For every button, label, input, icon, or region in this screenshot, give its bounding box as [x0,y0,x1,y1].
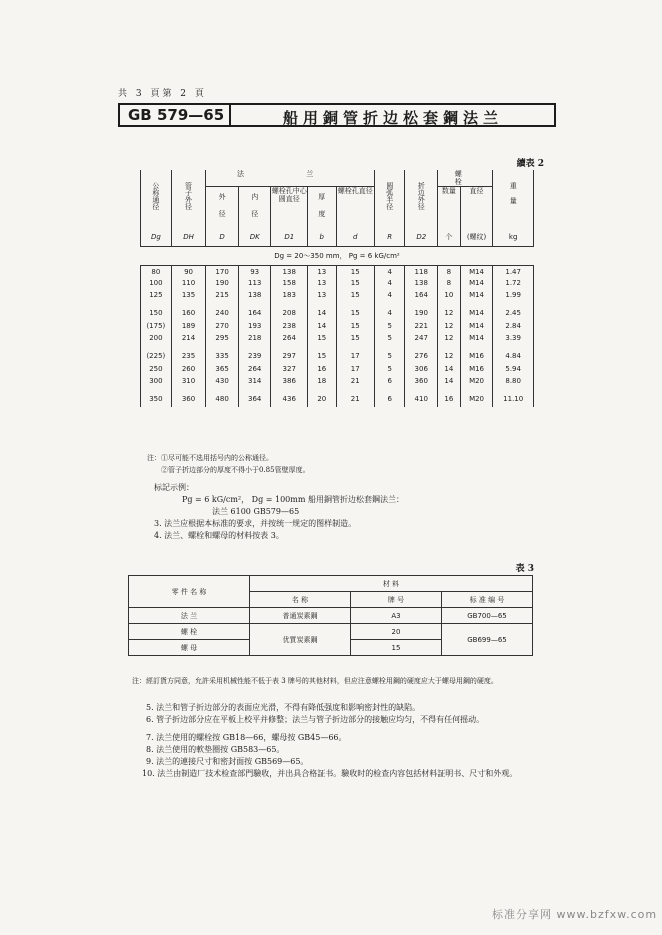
table-cell: 14 [438,375,461,387]
material-table [128,575,533,656]
table-cell: 5 [374,344,405,364]
table-cell: M14 [460,301,493,321]
table2-body [141,266,534,407]
table-cell: 17 [336,364,374,376]
sym-thread: (螺纹) [460,233,493,247]
table-cell: 110 [171,278,206,290]
watermark: 标准分享网 www.bzfxw.com [492,908,658,921]
col-b [307,187,336,233]
t3-part-header: 零 件 名 称 [129,576,250,608]
table-cell: 80 [141,266,172,278]
table-cell: 12 [438,301,461,321]
banner-divider [229,105,231,125]
table-cell: 20 [307,387,336,407]
table-cell: 17 [336,344,374,364]
table-cell: 11.10 [493,387,534,407]
col-d1: 螺栓孔中心圆直径 [271,187,308,233]
col-d-label: 外径 [218,193,227,228]
table-cell: 10 [438,289,461,301]
table3-label: 表 3 [515,564,534,574]
table-cell: 13 [307,266,336,278]
example-block [120,482,540,542]
table-cell: 135 [171,289,206,301]
table-cell: 221 [405,321,438,333]
table-cell: M14 [460,332,493,344]
table-cell: 214 [171,332,206,344]
table-cell: 183 [271,289,308,301]
sym-d1: D1 [271,233,308,247]
t3-grade-nut: 15 [351,640,442,656]
t3-std-flange: GB700—65 [442,608,533,624]
col-weight-label: 重量 [509,182,518,212]
table-cell: 3.39 [493,332,534,344]
table-cell: 1.47 [493,266,534,278]
table-cell: 306 [405,364,438,376]
table-cell: 14 [438,364,461,376]
table2-notes [147,452,310,476]
table-cell: 364 [238,387,271,407]
sym-dk: DK [238,233,271,247]
bolt-group: 螺 栓 [438,170,493,187]
table-cell: 270 [206,321,239,333]
table-cell: 238 [271,321,308,333]
table-cell: 480 [206,387,239,407]
table-cell: 360 [405,375,438,387]
table-cell: 125 [141,289,172,301]
table-cell: 118 [405,266,438,278]
example-line-1: Pg = 6 kG/cm²， Dg = 100mm 船用銅管折边松套鋼法兰： [182,495,404,504]
item-5: 5. 法兰和管子折边部分的表面应光滑，不得有降低强度和影响密封性的缺陷。 [146,703,421,712]
table-cell: 4 [374,301,405,321]
col-r-label: 圆弧半径 [385,182,394,210]
table-cell: 5 [374,321,405,333]
t3-part-nut: 螺 母 [129,640,250,656]
table-cell: 12 [438,344,461,364]
col-dh-label: 管子外径 [184,182,193,210]
table-cell: 6 [374,375,405,387]
table-cell: 2.45 [493,301,534,321]
sym-r: R [374,233,405,247]
table-cell: 2.84 [493,321,534,333]
table-cell: 300 [141,375,172,387]
item-8: 8. 法兰使用的軟垫圈按 GB583—65。 [146,745,285,754]
item-6: 6. 管子折边部分应在平板上校平并修整；法兰与管子折边部分的接触应均匀，不得有任何摇动。 [146,715,485,724]
table-cell: 160 [171,301,206,321]
t3-grade-flange: A3 [351,608,442,624]
table-cell: 1.72 [493,278,534,290]
col-dia: 直径 [460,187,493,233]
table-cell: 14 [307,321,336,333]
table-cell: 100 [141,278,172,290]
items-b [120,702,540,780]
table-row [141,332,534,344]
table-cell: 15 [336,321,374,333]
table-cell: 18 [307,375,336,387]
table-cell: 8 [438,266,461,278]
sym-dh: DH [171,233,206,247]
item-7: 7. 法兰使用的螺栓按 GB18—66，螺母按 GB45—66。 [146,733,347,742]
col-d2-label: 折边外径 [417,182,426,210]
table-cell: 12 [438,332,461,344]
table-cell: 335 [206,344,239,364]
table-cell: 15 [336,301,374,321]
table-cell: 90 [171,266,206,278]
table-cell: 170 [206,266,239,278]
table-row [141,375,534,387]
table-cell: 150 [141,301,172,321]
table-cell: M20 [460,387,493,407]
table-cell: 327 [271,364,308,376]
col-d [206,187,239,233]
table3-note: 注：經訂貨方同意，允許采用机械性能不低于表 3 牌号的其他材料，但应注意螺栓用鋼的硬度应大于螺母用鋼的硬度。 [132,677,498,685]
table-cell: 200 [141,332,172,344]
table-cell: M14 [460,289,493,301]
table-cell: 5 [374,332,405,344]
table-cell: 21 [336,387,374,407]
table-cell: 218 [238,332,271,344]
table-cell: 239 [238,344,271,364]
table-cell: 310 [171,375,206,387]
table-cell: (225) [141,344,172,364]
t3-std-bolt-nut: GB699—65 [442,624,533,656]
table-cell: 360 [171,387,206,407]
table-row [141,321,534,333]
table-cell: 215 [206,289,239,301]
table-cell: M16 [460,344,493,364]
item-9: 9. 法兰的連接尺寸和密封面按 GB569—65。 [146,757,309,766]
table-cell: 15 [336,266,374,278]
page-info: 共 3 頁第 2 頁 [118,89,207,99]
table-row [141,387,534,407]
sym-qty: 个 [438,233,461,247]
t3-name-header: 名 称 [250,592,351,608]
sym-d2: D2 [405,233,438,247]
table-cell: 15 [307,332,336,344]
table-cell: 314 [238,375,271,387]
item-4: 4. 法兰、螺栓和螺母的材料按表 3。 [154,531,284,540]
table-cell: M14 [460,266,493,278]
table-cell: 16 [438,387,461,407]
table-cell: 164 [238,301,271,321]
table-cell: 13 [307,278,336,290]
table-cell: 4 [374,289,405,301]
table-row [141,301,534,321]
table-cell: 14 [307,301,336,321]
sym-kg: kg [493,233,534,247]
table-cell: 12 [438,321,461,333]
table-cell: 5.94 [493,364,534,376]
col-dk-label: 内径 [250,193,259,228]
col-dk [238,187,271,233]
sym-d: D [206,233,239,247]
table-cell: 250 [141,364,172,376]
col-weight [493,170,534,233]
table-cell: 13 [307,289,336,301]
table2-note-1: 注：①尽可能不选用括号内的公称通径。 [147,454,273,462]
t3-name-bolt-nut: 优質炭素鋼 [250,624,351,656]
table-cell: 138 [271,266,308,278]
table-row [141,278,534,290]
table2-label: 續表 2 [516,159,544,169]
table-cell: 410 [405,387,438,407]
t3-grade-bolt: 20 [351,624,442,640]
col-dh [171,170,206,233]
sym-b: b [307,233,336,247]
dimension-table [140,170,534,407]
table-cell: 276 [405,344,438,364]
table-cell: (175) [141,321,172,333]
col-r [374,170,405,233]
table-row [141,344,534,364]
table-cell: 297 [271,344,308,364]
table-row [141,364,534,376]
table-cell: 190 [206,278,239,290]
table-cell: 15 [336,332,374,344]
sym-dd: d [336,233,374,247]
table-cell: 430 [206,375,239,387]
table-cell: 138 [405,278,438,290]
table-cell: M14 [460,321,493,333]
col-d-hole: 螺栓孔直径 [336,187,374,233]
t3-part-flange: 法 兰 [129,608,250,624]
table-cell: M14 [460,278,493,290]
table-cell: M16 [460,364,493,376]
table-cell: 113 [238,278,271,290]
col-dg [141,170,172,233]
table-cell: 8 [438,278,461,290]
t3-name-flange: 普通炭素鋼 [250,608,351,624]
t3-grade-header: 牌 号 [351,592,442,608]
standard-banner [118,103,556,127]
table-cell: 8.80 [493,375,534,387]
table-cell: 21 [336,375,374,387]
standard-number: GB 579—65 [128,106,225,124]
table-cell: 5 [374,364,405,376]
item-3: 3. 法兰应根据本标准的要求，并按统一规定的图样制造。 [154,519,357,528]
t3-part-bolt: 螺 栓 [129,624,250,640]
table-cell: 189 [171,321,206,333]
table-cell: 350 [141,387,172,407]
example-title: 标記示例： [154,483,194,492]
table-cell: 93 [238,266,271,278]
pressure-condition: Dg = 20～350 mm， Pg = 6 kG/cm² [141,247,534,266]
standard-title: 船用銅管折边松套鋼法兰 [282,109,503,127]
table-cell: 6 [374,387,405,407]
col-b-label: 厚度 [317,193,326,228]
col-qty: 数量 [438,187,461,233]
item-10: 10. 法兰由制造厂技术检查部門驗收，并出具合格証书。驗收时的检查内容包括材料証明书、尺寸和外观。 [142,769,518,778]
table-cell: 386 [271,375,308,387]
table2-note-2: ②管子折边部分的厚度不得小于0.85管壁厚度。 [161,466,310,474]
t3-std-header: 标 准 编 号 [442,592,533,608]
table-cell: 365 [206,364,239,376]
table-cell: 15 [336,278,374,290]
flange-group: 法 兰 [206,170,375,187]
table-cell: 235 [171,344,206,364]
table-cell: 138 [238,289,271,301]
table-cell: 15 [336,289,374,301]
table-cell: 264 [238,364,271,376]
t3-material-header: 材 料 [250,576,533,592]
table-cell: 260 [171,364,206,376]
table-cell: 164 [405,289,438,301]
table-cell: 16 [307,364,336,376]
col-d2 [405,170,438,233]
table-cell: 208 [271,301,308,321]
table-cell: 240 [206,301,239,321]
example-line-2: 法兰 6100 GB579—65 [212,507,300,516]
table-cell: 4 [374,278,405,290]
table-cell: M20 [460,375,493,387]
table-cell: 4 [374,266,405,278]
table-cell: 190 [405,301,438,321]
table-cell: 436 [271,387,308,407]
table-cell: 295 [206,332,239,344]
table-row [141,289,534,301]
table-cell: 247 [405,332,438,344]
table-cell: 158 [271,278,308,290]
table-cell: 15 [307,344,336,364]
table-cell: 193 [238,321,271,333]
table-cell: 4.84 [493,344,534,364]
col-dg-label: 公称通径 [151,182,160,210]
table-row [141,266,534,278]
sym-dg: Dg [141,233,172,247]
table-cell: 264 [271,332,308,344]
table-cell: 1.99 [493,289,534,301]
